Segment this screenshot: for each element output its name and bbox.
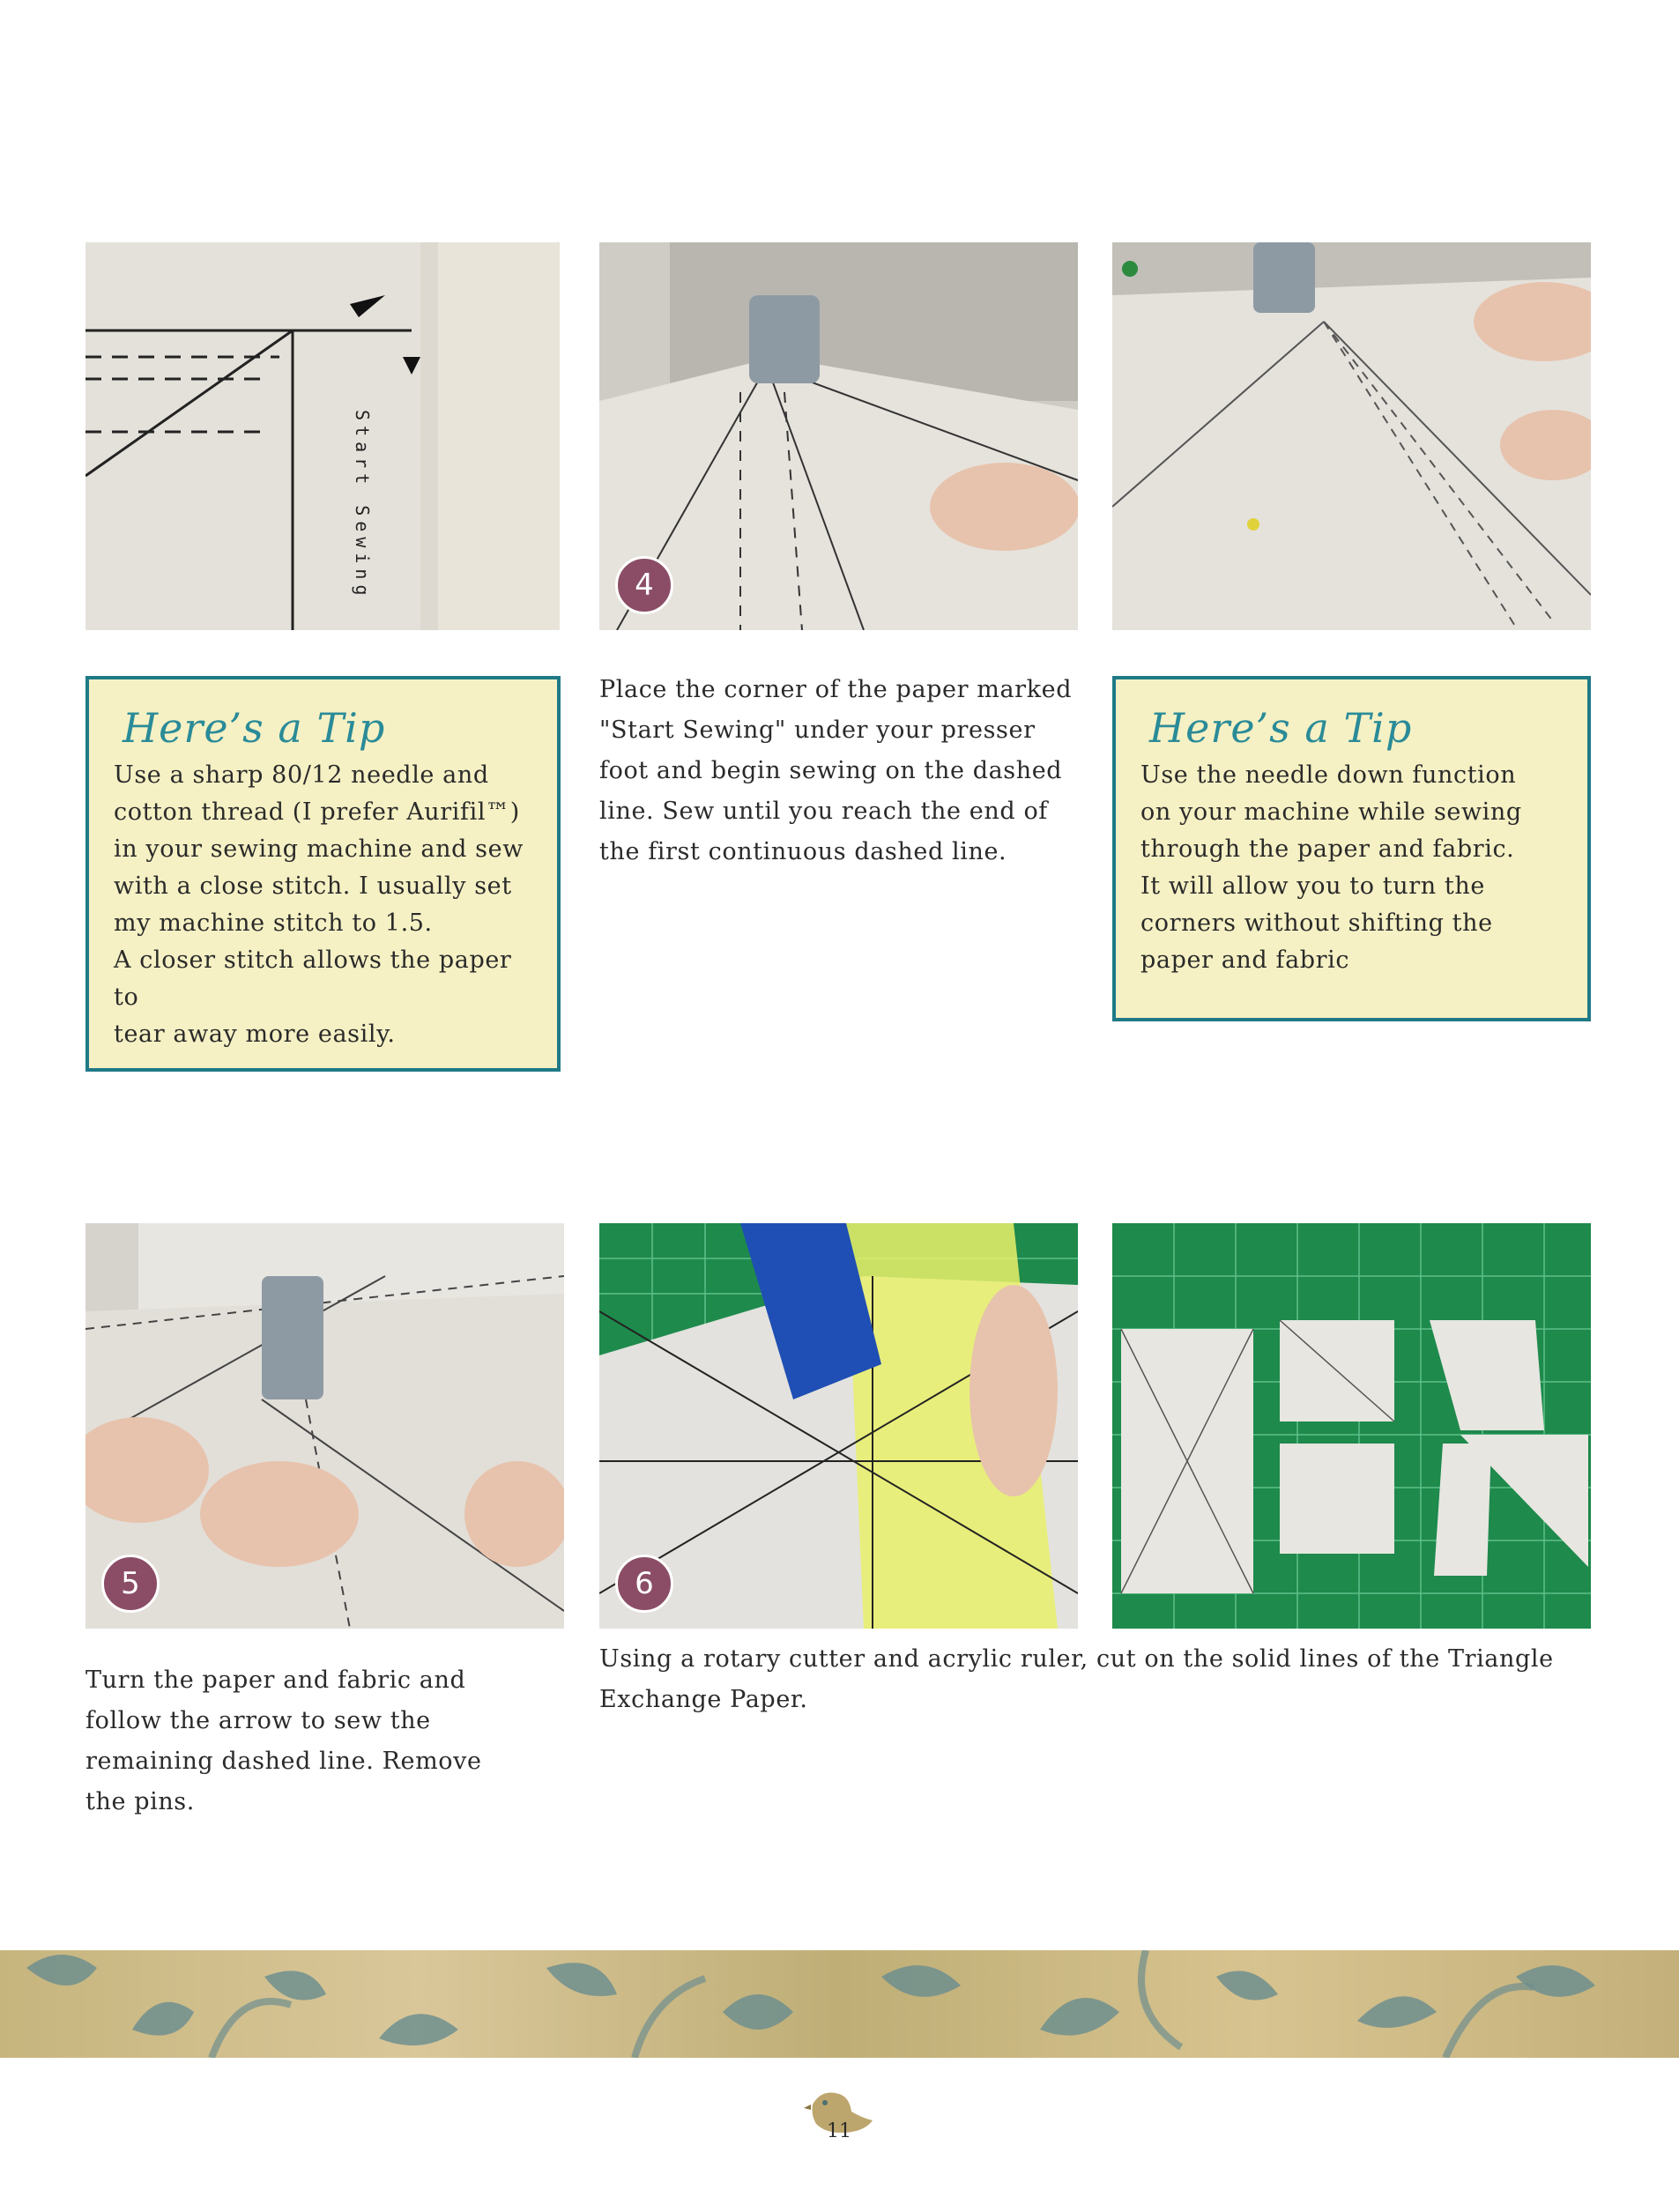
step-6-badge: 6 bbox=[615, 1555, 673, 1613]
photo-cut-triangle-squares bbox=[1112, 1223, 1591, 1629]
page-number: 11 bbox=[827, 2120, 851, 2142]
photo-hands-sewing-paper bbox=[1112, 242, 1591, 630]
photo-step-6-rotary-cutter bbox=[599, 1223, 1078, 1629]
step-5-caption: Turn the paper and fabric and follow the arrow to sew the remaining dashed line. Remove the pins. bbox=[85, 1666, 482, 1815]
batik-fabric-banner bbox=[0, 1950, 1679, 2058]
photo-start-sewing-corner bbox=[85, 242, 560, 630]
start-sewing-label: Start Sewing bbox=[352, 410, 373, 601]
step-6-caption: Using a rotary cutter and acrylic ruler, cut on the solid lines of the Triangle Exchange Paper. bbox=[599, 1645, 1554, 1713]
tip-text: Use a sharp 80/12 needle and cotton thread (I prefer Aurifil™) in your sewing machine and sew with a close stitch. I usually set my machine stitch to 1.5. A closer stitch allows the paper to tear away more easily. bbox=[114, 761, 524, 1048]
tip-title: Here’s a Tip bbox=[123, 704, 386, 752]
page-number-bird bbox=[804, 2087, 874, 2149]
step-4-badge: 4 bbox=[615, 556, 673, 614]
tip-title: Here’s a Tip bbox=[1149, 704, 1413, 752]
step-4-caption: Place the corner of the paper marked "Start Sewing" under your presser foot and begin sewing on the dashed line. Sew until you reach the end of the first continuous dashed line. bbox=[599, 676, 1073, 865]
tip-box-needle bbox=[85, 676, 561, 1072]
tip-box-needle-down bbox=[1112, 676, 1591, 1021]
step-5-badge: 5 bbox=[101, 1555, 160, 1613]
tip-text: Use the needle down function on your machine while sewing through the paper and fabric. It will allow you to turn the corners without shifting the paper and fabric bbox=[1140, 761, 1522, 974]
photo-step-5-turn-paper bbox=[85, 1223, 564, 1629]
photo-step-4-sewing bbox=[599, 242, 1078, 630]
